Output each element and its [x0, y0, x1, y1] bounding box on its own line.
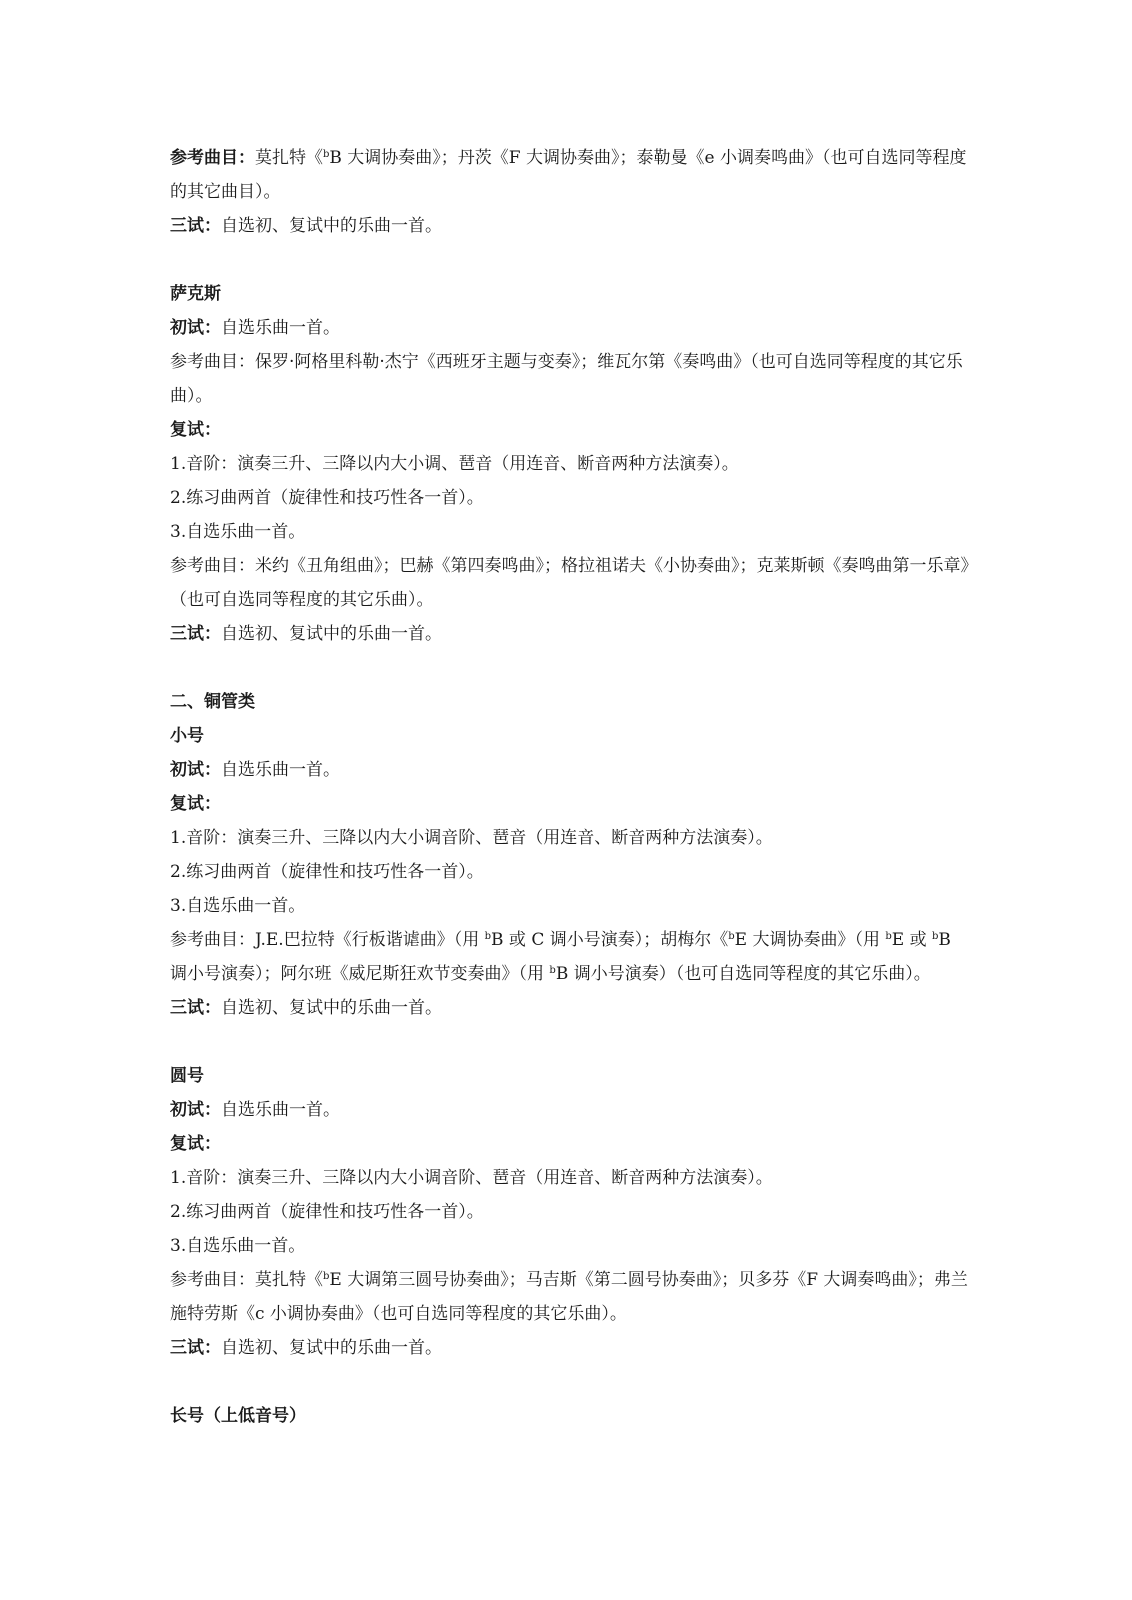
round3-label: 三试： [170, 1338, 221, 1358]
instrument-title-trombone: 长号（上低音号） [170, 1406, 306, 1426]
flat-sign: b [484, 931, 492, 942]
round3-line [170, 991, 970, 1025]
flat-sign: b [932, 931, 939, 942]
flat-sign: b [323, 149, 330, 160]
flat-sign: b [549, 965, 556, 976]
section-heading: 二、铜管类 [170, 692, 255, 712]
instrument-title-horn: 圆号 [170, 1066, 204, 1086]
requirement-item: 1.音阶：演奏三升、三降以内大小调、琶音（用连音、断音两种方法演奏）。 [170, 454, 739, 474]
requirement-item: 1.音阶：演奏三升、三降以内大小调音阶、琶音（用连音、断音两种方法演奏）。 [170, 828, 773, 848]
round1-text: 自选乐曲一首。 [221, 1100, 340, 1120]
round1-label: 初试： [170, 318, 221, 338]
round3-label: 三试： [170, 624, 221, 644]
document-body [170, 141, 970, 1433]
requirement-item: 2.练习曲两首（旋律性和技巧性各一首）。 [170, 1202, 484, 1222]
reference-label: 参考曲目： [170, 556, 255, 576]
reference-text: B 调小号演奏）（也可自选同等程度的其它乐曲）。 [555, 964, 931, 984]
reference-label: 参考曲目： [170, 352, 255, 372]
reference-text: B 调小号演奏）；阿尔班《威尼斯狂欢节变奏曲》（用 [170, 930, 951, 984]
round3-text: 自选初、复试中的乐曲一首。 [221, 624, 442, 644]
round1-text: 自选乐曲一首。 [221, 760, 340, 780]
flat-sign: b [885, 931, 892, 942]
reference-pieces [170, 923, 970, 991]
round1-line [170, 311, 970, 345]
reference-pieces [170, 141, 970, 209]
reference-pieces [170, 345, 970, 413]
reference-text: E 大调协奏曲》（用 [734, 930, 886, 950]
round1-label: 初试： [170, 1100, 221, 1120]
requirement-item: 2.练习曲两首（旋律性和技巧性各一首）。 [170, 862, 484, 882]
reference-text: 莫扎特《 [255, 148, 323, 168]
instrument-title-sax: 萨克斯 [170, 284, 221, 304]
round3-line [170, 1331, 970, 1365]
reference-text: B 大调协奏曲》；丹茨《F 大调协奏曲》；泰勒曼《e 小调奏鸣曲》（也可自选同等程度的其它曲目）。 [170, 148, 967, 202]
round3-text: 自选初、复试中的乐曲一首。 [221, 1338, 442, 1358]
reference-text: E 或 [891, 930, 932, 950]
round1-line [170, 1093, 970, 1127]
round3-label: 三试： [170, 216, 221, 236]
requirement-item: 2.练习曲两首（旋律性和技巧性各一首）。 [170, 488, 484, 508]
round1-text: 自选乐曲一首。 [221, 318, 340, 338]
requirement-item: 1.音阶：演奏三升、三降以内大小调音阶、琶音（用连音、断音两种方法演奏）。 [170, 1168, 773, 1188]
round2-label: 复试： [170, 794, 221, 814]
round1-line [170, 753, 970, 787]
flat-sign: b [323, 1271, 330, 1282]
requirement-item: 3.自选乐曲一首。 [170, 896, 306, 916]
round3-line [170, 617, 970, 651]
reference-text: 莫扎特《 [255, 1270, 323, 1290]
reference-text: E 大调第三圆号协奏曲》；马吉斯《第二圆号协奏曲》；贝多芬《F 大调奏鸣曲》；弗兰 施特劳斯《c 小调协奏曲》（也可自选同等程度的其它乐曲）。 [170, 1270, 968, 1324]
requirement-item: 3.自选乐曲一首。 [170, 522, 306, 542]
reference-label: 参考曲目： [170, 1270, 255, 1290]
round3-text: 自选初、复试中的乐曲一首。 [221, 216, 442, 236]
round2-label: 复试： [170, 1134, 221, 1154]
reference-label: 参考曲目： [170, 148, 255, 168]
requirement-item: 3.自选乐曲一首。 [170, 1236, 306, 1256]
reference-pieces [170, 549, 970, 617]
round3-label: 三试： [170, 998, 221, 1018]
round2-label: 复试： [170, 420, 221, 440]
flat-sign: b [728, 931, 735, 942]
round3-text: 自选初、复试中的乐曲一首。 [221, 998, 442, 1018]
reference-text: B 或 C 调小号演奏）；胡梅尔《 [491, 930, 729, 950]
reference-text: J.E.巴拉特《行板谐谑曲》（用 [255, 930, 485, 950]
reference-label: 参考曲目： [170, 930, 255, 950]
reference-pieces [170, 1263, 970, 1331]
round1-label: 初试： [170, 760, 221, 780]
round3-line [170, 209, 970, 243]
reference-text: 保罗·阿格里科勒·杰宁《西班牙主题与变奏》；维瓦尔第《奏鸣曲》（也可自选同等程度的其它乐曲）。 [170, 352, 963, 406]
instrument-title-trumpet: 小号 [170, 726, 204, 746]
reference-text: 米约《丑角组曲》；巴赫《第四奏鸣曲》；格拉祖诺夫《小协奏曲》；克莱斯顿《奏鸣曲第一乐章》（也可自选同等程度的其它乐曲）。 [170, 556, 969, 610]
